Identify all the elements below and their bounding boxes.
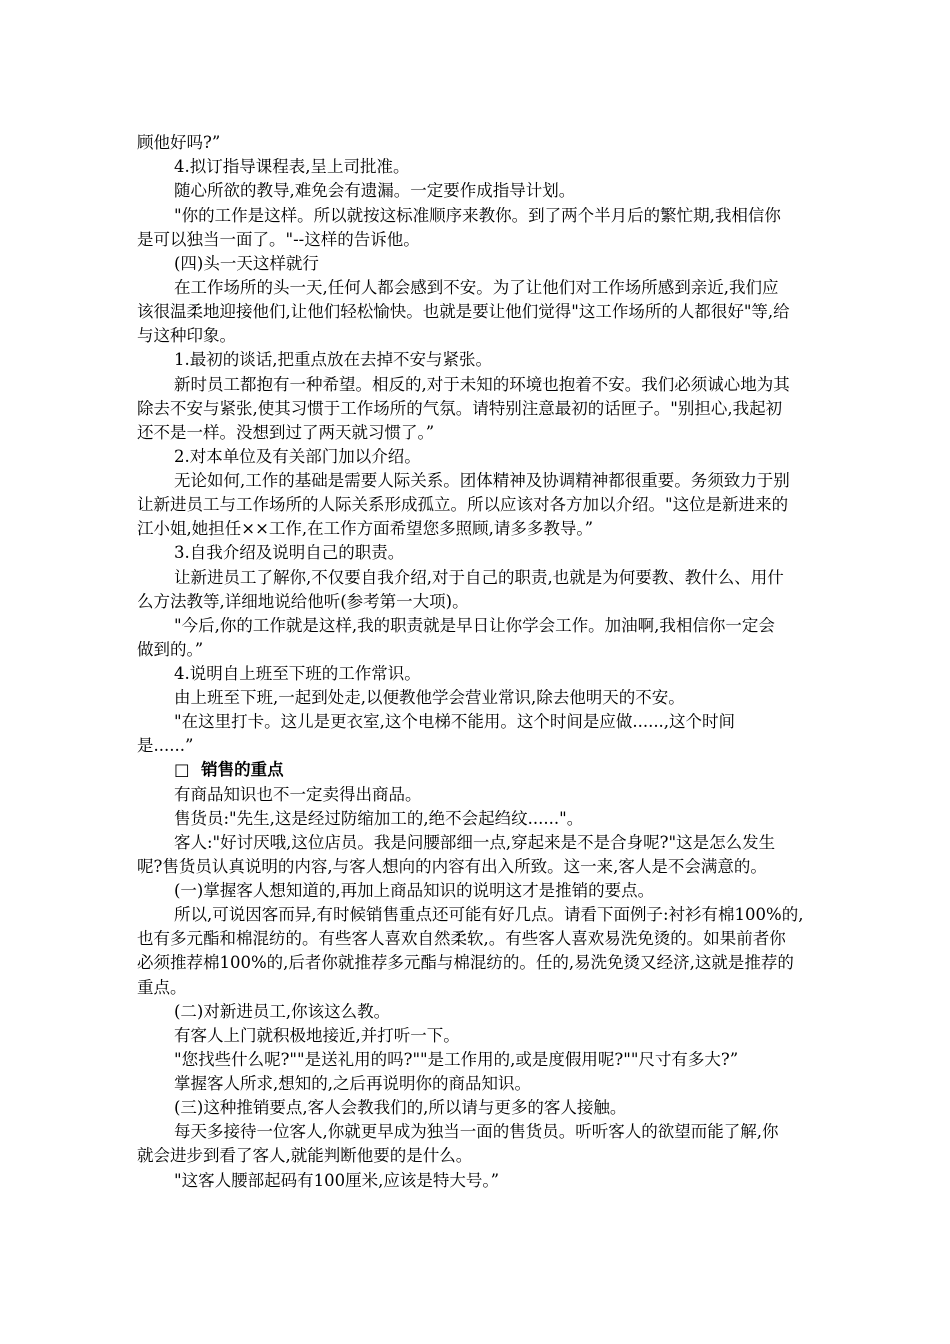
text-line: 所以,可说因客而异,有时候销售重点还可能有好几点。请看下面例子:衬衫有棉100%的, [174, 905, 804, 924]
text-line: 掌握客人所求,想知的,之后再说明你的商品知识。 [174, 1074, 531, 1093]
text-line: 售货员:"先生,这是经过防缩加工的,绝不会起绉纹......"。 [174, 809, 584, 828]
text-line: 就会进步到看了客人,就能判断他要的是什么。 [137, 1146, 473, 1165]
text-line: 随心所欲的教导,难免会有遗漏。一定要作成指导计划。 [174, 181, 576, 200]
text-line: 呢?售货员认真说明的内容,与客人想向的内容有出入所致。这一来,客人是不会满意的。 [137, 857, 767, 876]
list-item: 4.拟订指导课程表,呈上司批准。 [174, 157, 410, 176]
text-line: 必须推荐棉100%的,后者你就推荐多元酯与棉混纺的。任的,易洗免烫又经济,这就是推荐的 [137, 953, 794, 972]
text-line: 该很温柔地迎接他们,让他们轻松愉快。也就是要让他们觉得"这工作场所的人都很好"等,给 [137, 302, 790, 321]
text-line: 么方法教等,详细地说给他听(参考第一大项)。 [137, 592, 469, 611]
text-line: 也有多元酯和棉混纺的。有些客人喜欢自然柔软,。有些客人喜欢易洗免烫的。如果前者你 [137, 929, 786, 948]
text-line: 有商品知识也不一定卖得出商品。 [174, 785, 422, 804]
section-heading: (四)头一天这样就行 [174, 254, 319, 273]
text-line: 是可以独当一面了。"--这样的告诉他。 [137, 230, 420, 249]
text-line: "这客人腰部起码有100厘米,应该是特大号。” [174, 1171, 500, 1190]
list-item: 1.最初的谈话,把重点放在去掉不安与紧张。 [174, 350, 492, 369]
list-item: 2.对本单位及有关部门加以介绍。 [174, 447, 421, 466]
text-line: "您找些什么呢?""是送礼用的吗?""是工作用的,或是度假用呢?""尺寸有多大?” [174, 1050, 739, 1069]
text-line: 江小姐,她担任××工作,在工作方面希望您多照顾,请多多教导。” [137, 519, 594, 538]
text-line: 无论如何,工作的基础是需要人际关系。团体精神及协调精神都很重要。务须致力于别 [174, 471, 790, 490]
text-line: 除去不安与紧张,使其习惯于工作场所的气氛。请特别注意最初的话匣子。"别担心,我起初 [137, 399, 783, 418]
section-heading: (二)对新进员工,你该这么教。 [174, 1002, 391, 1021]
text-line: "今后,你的工作就是这样,我的职责就是早日让你学会工作。加油啊,我相信你一定会 [174, 616, 775, 635]
section-title-sales: □ 销售的重点 [174, 760, 284, 779]
text-line: 做到的。” [137, 640, 204, 659]
text-line: "在这里打卡。这儿是更衣室,这个电梯不能用。这个时间是应做......,这个时间 [174, 712, 736, 731]
text-line: "你的工作是这样。所以就按这标准顺序来教你。到了两个半月后的繁忙期,我相信你 [174, 206, 781, 225]
text-line: 新时员工都抱有一种希望。相反的,对于未知的环境也抱着不安。我们必须诚心地为其 [174, 375, 790, 394]
section-heading: (三)这种推销要点,客人会教我们的,所以请与更多的客人接触。 [174, 1098, 627, 1117]
text-line: 客人:"好讨厌哦,这位店员。我是问腰部细一点,穿起来是不是合身呢?"这是怎么发生 [174, 833, 776, 852]
text-line: 还不是一样。没想到过了两天就习惯了。” [137, 423, 435, 442]
text-line: 让新进员工与工作场所的人际关系形成孤立。所以应该对各方加以介绍。"这位是新进来的 [137, 495, 789, 514]
text-line: 有客人上门就积极地接近,并打听一下。 [174, 1026, 460, 1045]
text-line: 是......” [137, 736, 194, 755]
list-item: 4.说明自上班至下班的工作常识。 [174, 664, 421, 683]
section-heading: (一)掌握客人想知道的,再加上商品知识的说明这才是推销的要点。 [174, 881, 655, 900]
text-line: 让新进员工了解你,不仅要自我介绍,对于自己的职责,也就是为何要教、教什么、用什 [174, 568, 784, 587]
text-line: 在工作场所的头一天,任何人都会感到不安。为了让他们对工作场所感到亲近,我们应 [174, 278, 779, 297]
list-item: 3.自我介绍及说明自己的职责。 [174, 543, 405, 562]
text-line: 每天多接待一位客人,你就更早成为独当一面的售货员。听听客人的欲望而能了解,你 [174, 1122, 779, 1141]
text-line: 由上班至下班,一起到处走,以便教他学会营业常识,除去他明天的不安。 [174, 688, 685, 707]
text-line: 重点。 [137, 978, 187, 997]
text-line: 与这种印象。 [137, 326, 236, 345]
text-line: 顾他好吗?” [137, 133, 221, 152]
